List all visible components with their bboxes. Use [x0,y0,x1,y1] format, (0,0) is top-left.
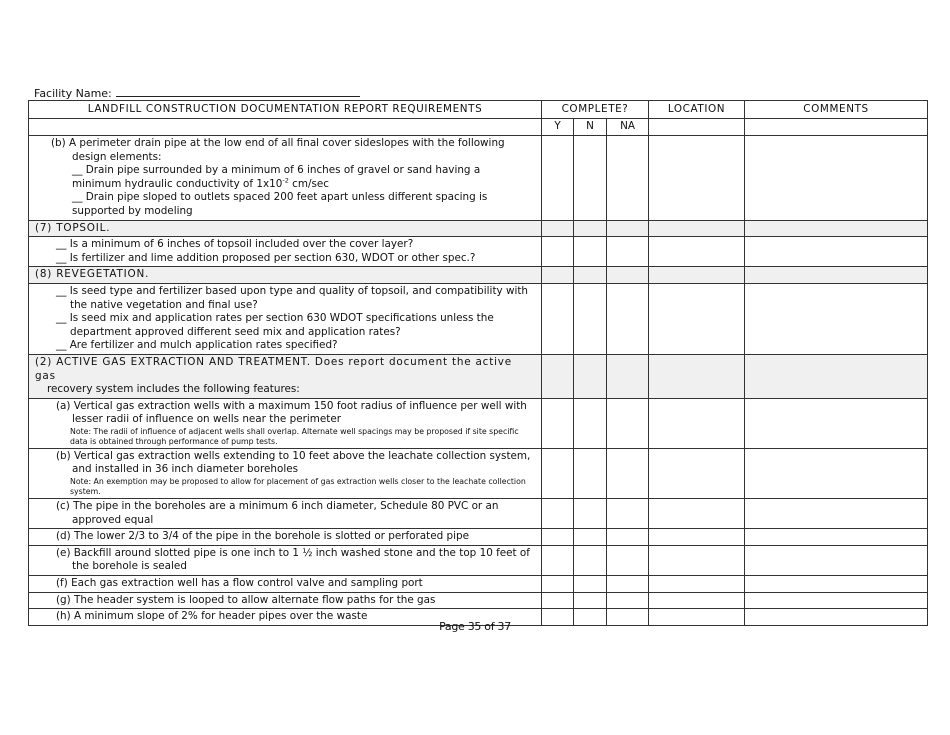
table-row [29,529,928,546]
requirement-cell: __ Is a minimum of 6 inches of topsoil included over the cover layer? __ Is fertilizer and lime addition proposed per section 630, WDOT or other spec.? [29,237,542,267]
requirement-cell: (d) The lower 2/3 to 3/4 of the pipe in the borehole is slotted or perforated pipe [29,529,542,546]
header-no: N [574,119,607,136]
check-n[interactable] [574,136,607,221]
check-y[interactable] [542,448,574,498]
table-row [29,398,928,448]
page-number: Page 35 of 37 [439,620,511,633]
comments-cell[interactable] [745,545,928,575]
table-row [29,499,928,529]
note-text: Note: The radii of influence of adjacent wells shall overlap. Alternate well spacings may be proposed if site specific data is obtained through performance of pump tests. [70,426,519,446]
table-row [29,545,928,575]
check-n[interactable] [574,283,607,354]
check-na[interactable] [607,448,649,498]
check-y[interactable] [542,398,574,448]
note-text: Note: An exemption may be proposed to allow for placement of gas extraction wells closer to the leachate collection system. [70,477,526,497]
comments-cell[interactable] [745,398,928,448]
section-row-gas [29,354,928,398]
comments-cell[interactable] [745,576,928,593]
location-cell[interactable] [649,545,745,575]
location-cell[interactable] [649,592,745,609]
table-row [29,448,928,498]
section-heading: (2) ACTIVE GAS EXTRACTION AND TREATMENT. Does report document the active gas recovery system includes the following features: [29,354,542,398]
check-na[interactable] [607,237,649,267]
check-na[interactable] [607,545,649,575]
section-heading: (8) REVEGETATION. [29,267,542,284]
header-yes: Y [542,119,574,136]
check-na[interactable] [607,576,649,593]
location-cell[interactable] [649,448,745,498]
table-header-row [29,101,928,119]
header-na: NA [607,119,649,136]
requirement-cell: (g) The header system is looped to allow alternate flow paths for the gas [29,592,542,609]
check-n[interactable] [574,592,607,609]
location-cell[interactable] [649,529,745,546]
location-cell[interactable] [649,398,745,448]
section-row-topsoil [29,220,928,237]
table-row [29,237,928,267]
header-location: LOCATION [649,101,745,119]
check-y[interactable] [542,136,574,221]
check-y[interactable] [542,283,574,354]
requirement-cell: (h) A minimum slope of 2% for header pipes over the waste [29,609,542,626]
comments-cell[interactable] [745,529,928,546]
requirements-table [28,100,928,626]
location-cell[interactable] [649,283,745,354]
check-n[interactable] [574,576,607,593]
requirement-cell: (a) Vertical gas extraction wells with a maximum 150 foot radius of influence per well with lesser radii of influence on wells near the perimeter Note: The radii of influence of adjacent wells shall overlap. Alternate well spacings may be proposed if site specific data is obtained through performance of pump tests. [29,398,542,448]
check-n[interactable] [574,398,607,448]
check-y[interactable] [542,592,574,609]
check-na[interactable] [607,398,649,448]
comments-cell[interactable] [745,448,928,498]
check-y[interactable] [542,499,574,529]
table-row [29,592,928,609]
requirement-cell: (e) Backfill around slotted pipe is one inch to 1 ½ inch washed stone and the top 10 feet of the borehole is sealed [29,545,542,575]
check-na[interactable] [607,499,649,529]
facility-name-field [34,86,360,100]
location-cell[interactable] [649,576,745,593]
requirement-cell: __ Is seed type and fertilizer based upon type and quality of topsoil, and compatibility with the native vegetation and final use? __ Is seed mix and application rates per section 630 WDOT specifications unless the department approved different seed mix and application rates? __ Are fertilizer and mulch application rates specified? [29,283,542,354]
check-y[interactable] [542,529,574,546]
location-cell[interactable] [649,499,745,529]
location-cell[interactable] [649,237,745,267]
check-y[interactable] [542,545,574,575]
header-complete: COMPLETE? [542,101,649,119]
check-na[interactable] [607,136,649,221]
requirement-cell: (c) The pipe in the boreholes are a minimum 6 inch diameter, Schedule 80 PVC or an approved equal [29,499,542,529]
location-cell[interactable] [649,136,745,221]
facility-name-blank-line[interactable] [116,86,360,97]
requirement-cell: (b) Vertical gas extraction wells extending to 10 feet above the leachate collection system, and installed in 36 inch diameter boreholes Note: An exemption may be proposed to allow for placement of gas extraction wells closer to the leachate collection system. [29,448,542,498]
header-comments: COMMENTS [745,101,928,119]
check-na[interactable] [607,529,649,546]
table-subheader-row [29,119,928,136]
check-na[interactable] [607,592,649,609]
comments-cell[interactable] [745,136,928,221]
table-row [29,283,928,354]
header-requirements: LANDFILL CONSTRUCTION DOCUMENTATION REPORT REQUIREMENTS [29,101,542,119]
check-n[interactable] [574,499,607,529]
check-n[interactable] [574,529,607,546]
requirement-cell: (b) A perimeter drain pipe at the low end of all final cover sideslopes with the following design elements: __ Drain pipe surrounded by a minimum of 6 inches of gravel or sand having a minimum hydraulic conductivity of $1x10^{-2}$ cm/sec __ Drain pipe sloped to outlets spaced 200 feet apart unless different spacing is supported by modeling [29,136,542,221]
check-y[interactable] [542,237,574,267]
check-n[interactable] [574,237,607,267]
table-row [29,576,928,593]
check-n[interactable] [574,448,607,498]
comments-cell[interactable] [745,283,928,354]
facility-name-label: Facility Name: [34,87,112,100]
check-y[interactable] [542,576,574,593]
comments-cell[interactable] [745,499,928,529]
comments-cell[interactable] [745,592,928,609]
section-row-revegetation [29,267,928,284]
table-row [29,136,928,221]
check-n[interactable] [574,545,607,575]
section-heading: (7) TOPSOIL. [29,220,542,237]
comments-cell[interactable] [745,237,928,267]
check-na[interactable] [607,283,649,354]
requirement-cell: (f) Each gas extraction well has a flow control valve and sampling port [29,576,542,593]
